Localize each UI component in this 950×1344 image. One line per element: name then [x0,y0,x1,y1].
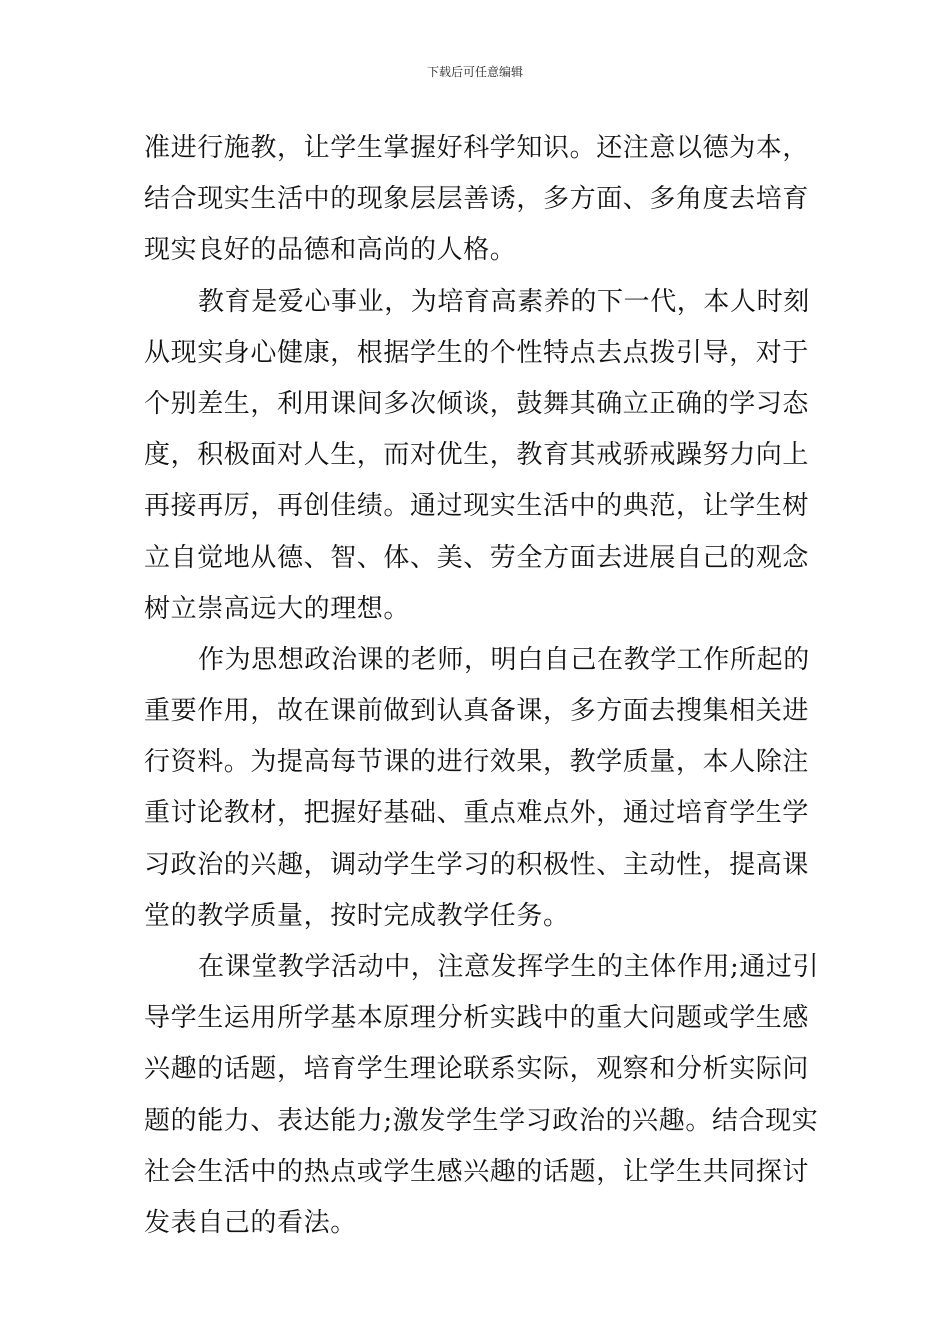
text-line: 导学生运用所学基本原理分析实践中的重大问题或学生感 [144,1003,810,1034]
text-line: 准进行施教，让学生掌握好科学知识。还注意以德为本， [144,133,810,163]
paragraph-first-line: 教育是爱心事业，为培育高素养的下一代，本人时刻 [198,286,810,317]
document-body [144,123,820,1249]
paragraph-first-line: 作为思想政治课的老师，明白自己在教学工作所起的 [198,644,810,675]
text-line: 现实良好的品德和高尚的人格。 [144,235,517,266]
text-line: 习政治的兴趣，调动学生学习的积极性、主动性，提高课 [144,849,810,880]
text-line: 社会生活中的热点或学生感兴趣的话题，让学生共同探讨 [144,1156,810,1187]
text-line: 发表自己的看法。 [144,1207,357,1238]
text-line: 从现实身心健康，根据学生的个性特点去点拨引导，对于 [144,337,810,368]
text-line: 度，积极面对人生，而对优生，教育其戒骄戒躁努力向上 [144,440,810,471]
page-header: 下载后可任意编辑 [426,65,523,79]
text-line: 兴趣的话题，培育学生理论联系实际，观察和分析实际问 [144,1054,810,1085]
text-line: 树立崇高远大的理想。 [144,593,411,624]
text-line: 行资料。为提高每节课的进行效果，教学质量，本人除注 [144,747,810,778]
text-line: 堂的教学质量，按时完成教学任务。 [144,900,570,931]
text-line: 立自觉地从德、智、体、美、劳全方面去进展自己的观念 [144,542,810,573]
text-line: 题的能力、表达能力;激发学生学习政治的兴趣。结合现实 [144,1105,819,1136]
text-line: 再接再厉，再创佳绩。通过现实生活中的典范，让学生树 [144,491,810,522]
text-line: 个别差生，利用课间多次倾谈，鼓舞其确立正确的学习态 [144,388,810,419]
text-line: 重要作用，故在课前做到认真备课，多方面去搜集相关进 [144,696,810,727]
text-line: 重讨论教材，把握好基础、重点难点外，通过培育学生学 [144,798,810,829]
text-line: 结合现实生活中的现象层层善诱，多方面、多角度去培育 [144,184,810,215]
paragraph-first-line: 在课堂教学活动中，注意发挥学生的主体作用;通过引 [198,952,820,982]
